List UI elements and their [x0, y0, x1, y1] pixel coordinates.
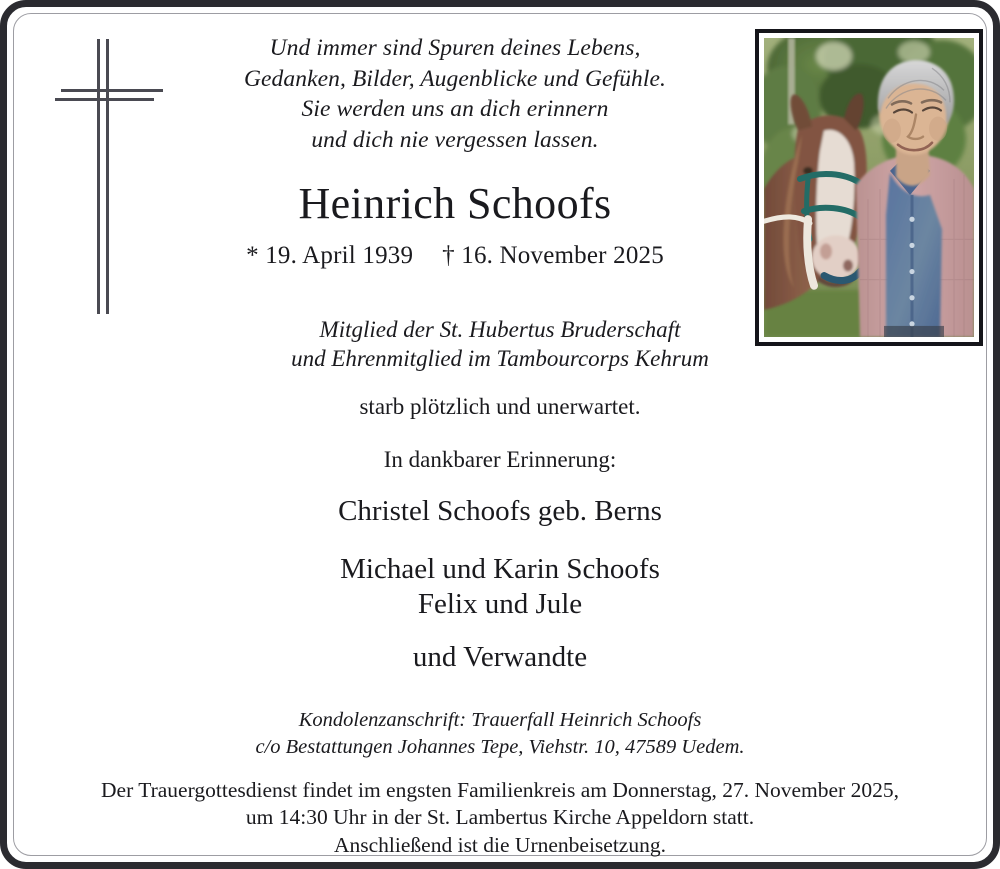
mourner-family-group	[29, 552, 971, 623]
cross-horizontal-line-2	[55, 98, 154, 101]
cross-horizontal-line-1	[61, 89, 163, 92]
mourner-family-line-2: Felix und Jule	[417, 588, 583, 621]
mourner-family-line-1: Michael und Karin Schoofs	[340, 553, 660, 585]
condolence-address-block	[29, 707, 971, 762]
remembrance-intro-text: In dankbarer Erinnerung:	[383, 447, 617, 472]
poem-line-3: Sie werden uns an dich erinnern	[301, 96, 609, 123]
portrait-photo	[764, 38, 974, 337]
birth-symbol: *	[246, 242, 259, 270]
header-text-column	[167, 33, 743, 270]
mourner-relatives: und Verwandte	[412, 641, 588, 673]
service-line-1: Der Trauergottesdienst findet im engsten Familienkreis am Donnerstag, 27. November 2025,	[101, 778, 899, 802]
birth-date: 19. April 1939	[265, 242, 414, 270]
deceased-name: Heinrich Schoofs	[298, 179, 612, 229]
poem-line-2: Gedanken, Bilder, Augenblicke und Gefühle.	[243, 65, 667, 92]
death-symbol: †	[442, 242, 455, 270]
condolence-line-2: c/o Bestattungen Johannes Tepe, Viehstr. 10, 47589 Uedem.	[255, 736, 745, 759]
portrait-photo-frame	[755, 29, 983, 346]
cross-vertical-line-1	[97, 39, 100, 314]
condolence-line-1: Kondolenzanschrift: Trauerfall Heinrich Schoofs	[298, 709, 702, 731]
circumstance-text: starb plötzlich und unerwartet.	[359, 394, 641, 419]
death-date: 16. November 2025	[461, 242, 664, 270]
notice-content	[7, 7, 993, 862]
affiliation-line-2: und Ehrenmitglied im Tambourcorps Kehrum	[291, 346, 709, 372]
affiliation-block	[29, 315, 971, 374]
service-line-3: Anschließend ist die Urnenbeisetzung.	[334, 832, 666, 857]
service-line-2: um 14:30 Uhr in der St. Lambertus Kirche Appeldorn statt.	[245, 805, 755, 830]
cross-vertical-line-2	[106, 39, 109, 314]
poem-line-1: Und immer sind Spuren deines Lebens,	[269, 35, 641, 61]
christian-cross-icon	[55, 39, 165, 314]
affiliation-line-1: Mitglied der St. Hubertus Bruderschaft	[319, 317, 681, 342]
mourner-primary: Christel Schoofs geb. Berns	[338, 495, 662, 527]
life-dates	[167, 242, 743, 270]
memorial-poem	[167, 33, 743, 155]
funeral-service-info-block	[29, 777, 971, 859]
poem-line-4: und dich nie vergessen lassen.	[311, 126, 599, 153]
portrait-photo-image	[764, 38, 974, 337]
